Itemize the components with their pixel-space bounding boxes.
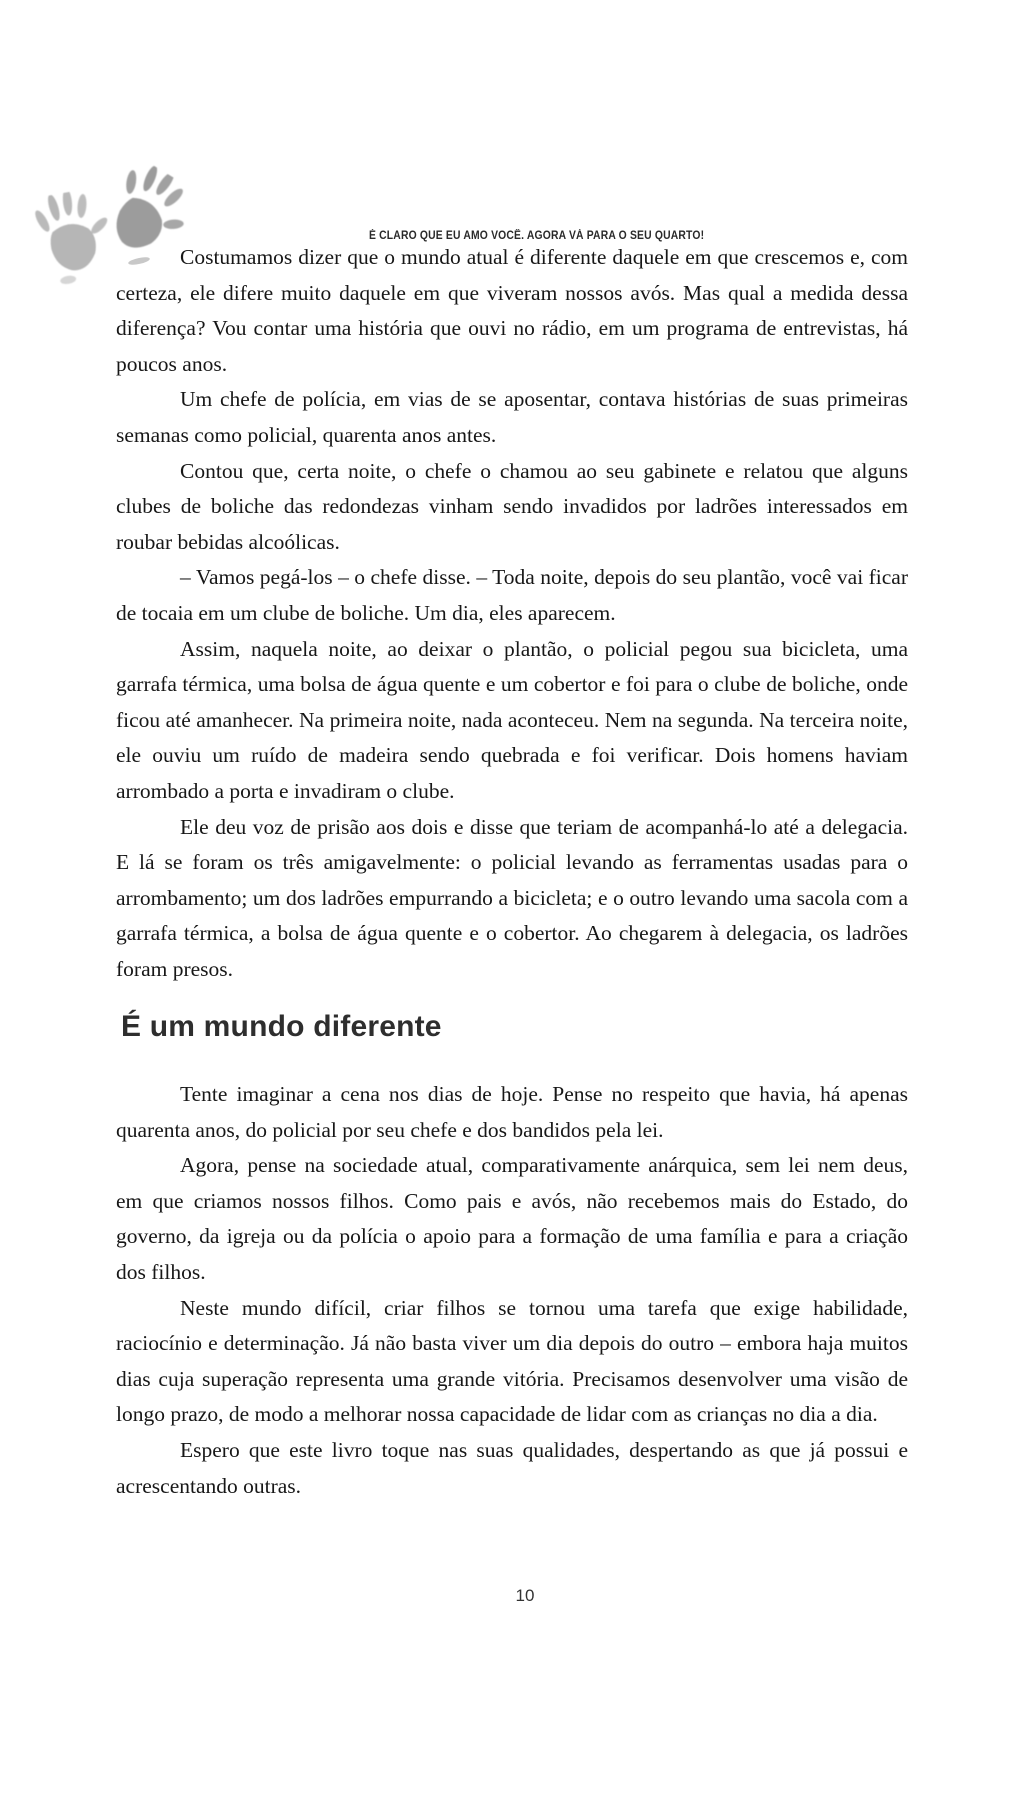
paragraph: Ele deu voz de prisão aos dois e disse que teriam de acompanhá-lo até a delegacia. E lá se foram os três amigavelmente: o policial levando as ferramentas usadas para o arrombamento; um dos ladrões empurrando a bicicleta; e o outro levando uma sacola com a garrafa térmica, a bolsa de água quente e o cobertor. Ao chegarem à delegacia, os ladrões foram presos. [116,814,908,981]
text-block-different-world [116,1077,908,1504]
paragraph: Agora, pense na sociedade atual, comparativamente anárquica, sem lei nem deus, em que criamos nossos filhos. Como pais e avós, não recebemos mais do Estado, do governo, da igreja ou da polícia o apoio para a formação de uma família e para a criação dos filhos. [116,1153,908,1284]
section-heading: É um mundo diferente [121,1010,442,1043]
paragraph: Um chefe de polícia, em vias de se aposentar, contava histórias de suas primeiras semanas como policial, quarenta anos antes. [116,387,908,447]
paragraph: Espero que este livro toque nas suas qualidades, despertando as que já possui e acrescentando outras. [116,1437,908,1498]
paragraph: Costumamos dizer que o mundo atual é diferente daquele em que crescemos e, com certeza, ele difere muito daquele em que viveram nossos avós. Mas qual a medida dessa diferença? Vou contar uma história que ouvi no rádio, em um programa de entrevistas, há poucos anos. [116,245,908,376]
paragraph: Assim, naquela noite, ao deixar o plantão, o policial pegou sua bicicleta, uma garrafa térmica, uma bolsa de água quente e um cobertor e foi para o clube de boliche, onde ficou até amanhecer. Na primeira noite, nada aconteceu. Nem na segunda. Na terceira noite, ele ouviu um ruído de madeira sendo quebrada e foi verificar. Dois homens haviam arrombado a porta e invadiram o clube. [116,636,908,803]
paragraph: Tente imaginar a cena nos dias de hoje. Pense no respeito que havia, há apenas quarenta anos, do policial por seu chefe e dos bandidos pela lei. [116,1082,908,1142]
paragraph: – Vamos pegá-los – o chefe disse. – Toda noite, depois do seu plantão, você vai ficar de tocaia em um clube de boliche. Um dia, eles aparecem. [116,565,908,625]
paragraph: Neste mundo difícil, criar filhos se tornou uma tarefa que exige habilidade, raciocínio e determinação. Já não basta viver um dia depois do outro – embora haja muitos dias cuja superação representa uma grande vitória. Precisamos desenvolver uma visão de longo prazo, de modo a melhorar nossa capacidade de lidar com as crianças no dia a dia. [116,1295,908,1427]
text-block-intro [116,240,908,987]
running-head: É CLARO QUE EU AMO VOCÊ. AGORA VÁ PARA O SEU QUARTO! [369,230,705,242]
page-number: 10 [515,1586,535,1605]
paragraph: Contou que, certa noite, o chefe o chamou ao seu gabinete e relatou que alguns clubes de boliche das redondezas vinham sendo invadidos por ladrões interessados em roubar bebidas alcoólicas. [116,458,908,554]
